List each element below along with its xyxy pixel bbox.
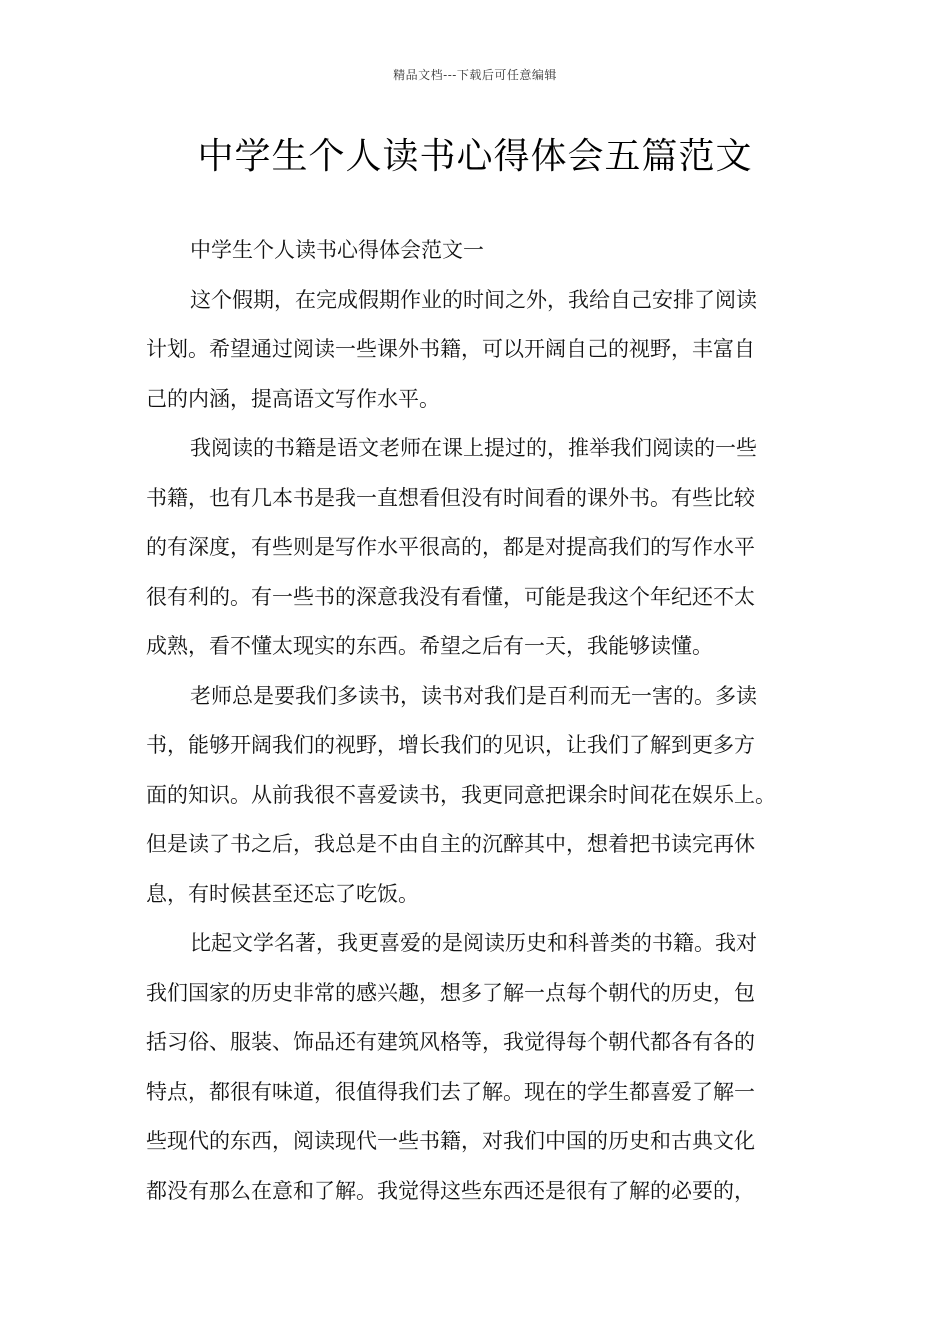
document-body (146, 226, 806, 1216)
text-line: 但是读了书之后，我总是不由自主的沉醉其中，想着把书读完再休 (146, 832, 755, 856)
header-note: 精品文档---下载后可任意编辑 (393, 68, 557, 82)
text-line: 老师总是要我们多读书，读书对我们是百利而无一害的。多读 (190, 683, 757, 708)
text-line: 息，有时候甚至还忘了吃饭。 (146, 881, 419, 906)
text-line: 我们国家的历史非常的感兴趣，想多了解一点每个朝代的历史，包 (146, 980, 755, 1005)
text-line: 很有利的。有一些书的深意我没有看懂，可能是我这个年纪还不太 (146, 584, 755, 609)
text-line: 括习俗、服装、饰品还有建筑风格等，我觉得每个朝代都各有各的 (146, 1030, 755, 1054)
text-line: 成熟，看不懂太现实的东西。希望之后有一天，我能够读懂。 (146, 634, 713, 658)
text-line: 些现代的东西，阅读现代一些书籍，对我们中国的历史和古典文化 (146, 1129, 755, 1153)
text-line: 计划。希望通过阅读一些课外书籍，可以开阔自己的视野，丰富自 (146, 337, 755, 361)
text-line: 书籍，也有几本书是我一直想看但没有时间看的课外书。有些比较 (146, 485, 755, 510)
paragraph-4 (146, 919, 806, 1216)
section-heading: 中学生个人读书心得体会范文一 (190, 238, 484, 262)
text-line: 书，能够开阔我们的视野，增长我们的见识，让我们了解到更多方 (146, 733, 755, 757)
text-line: 比起文学名著，我更喜爱的是阅读历史和科普类的书籍。我对 (190, 931, 757, 955)
paragraph-3 (146, 672, 806, 920)
text-line: 的有深度，有些则是写作水平很高的，都是对提高我们的写作水平 (146, 535, 755, 559)
text-line: 我阅读的书籍是语文老师在课上提过的，推举我们阅读的一些 (190, 436, 757, 460)
paragraph-2 (146, 424, 806, 672)
document-title: 中学生个人读书心得体会五篇范文 (197, 136, 753, 177)
text-line: 面的知识。从前我很不喜爱读书，我更同意把课余时间花在娱乐上。 (146, 782, 776, 807)
paragraph-1 (146, 276, 806, 425)
text-line: 特点，都很有味道，很值得我们去了解。现在的学生都喜爱了解一 (146, 1079, 755, 1104)
text-line: 都没有那么在意和了解。我觉得这些东西还是很有了解的必要的， (146, 1178, 755, 1203)
text-line: 己的内涵，提高语文写作水平。 (146, 386, 440, 411)
text-line: 这个假期，在完成假期作业的时间之外，我给自己安排了阅读 (190, 287, 757, 312)
